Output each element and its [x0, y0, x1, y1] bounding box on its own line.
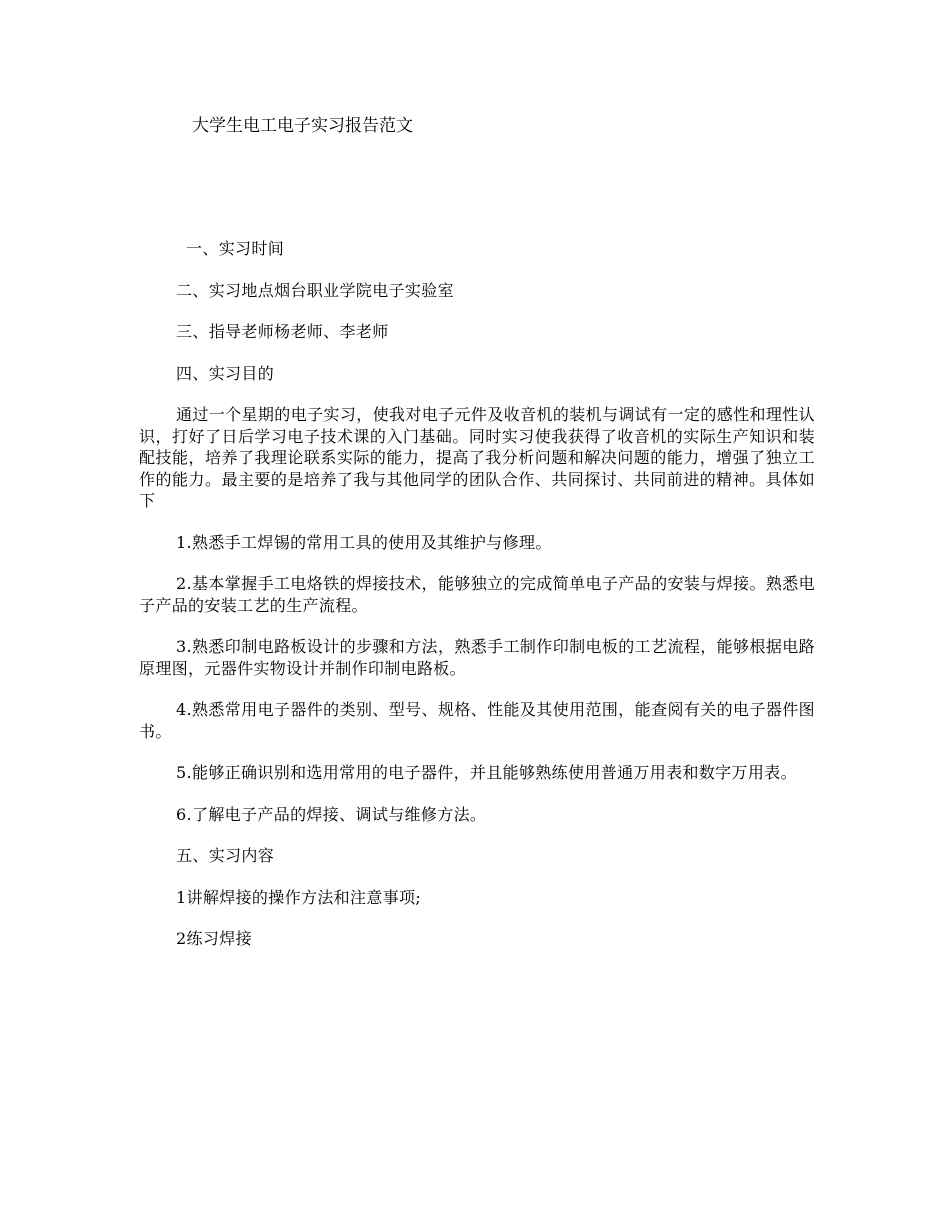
document-title: 大学生电工电子实习报告范文: [192, 116, 413, 136]
document-body: [139, 238, 815, 970]
section-heading-purpose: 四、实习目的: [176, 363, 275, 383]
section-heading-instructors: 三、指导老师杨老师、李老师: [176, 322, 389, 341]
list-item: 6.了解电子产品的焊接、调试与维修方法。: [176, 804, 487, 824]
list-item: 3.熟悉印制电路板设计的步骤和方法，熟悉手工制作印制电板的工艺流程，能够根据电路原理图，元器件实物设计并制作印制电路板。: [139, 637, 815, 678]
list-item: 2.基本掌握手工电烙铁的焊接技术，能够独立的完成简单电子产品的安装与焊接。熟悉电子产品的安装工艺的生产流程。: [139, 574, 815, 615]
section-heading-time: 一、实习时间: [186, 239, 285, 258]
list-item: 1.熟悉手工焊锡的常用工具的使用及其维护与修理。: [176, 532, 552, 552]
list-item: 5.能够正确识别和选用常用的电子器件，并且能够熟练使用普通万用表和数字万用表。: [176, 763, 797, 782]
purpose-paragraph: 通过一个星期的电子实习，使我对电子元件及收音机的装机与调试有一定的感性和理性认识，打好了日后学习电子技术课的入门基础。同时实习使我获得了收音机的实际生产知识和装配技能，培养了我理论联系实际的能力，提高了我分析问题和解决问题的能力，增强了独立工作的能力。最主要的是培养了我与其他同学的团队合作、共同探讨、共同前进的精神。具体如下: [139, 405, 815, 510]
section-heading-location: 二、实习地点烟台职业学院电子实验室: [176, 280, 454, 300]
section-heading-content: 五、实习内容: [176, 846, 275, 865]
content-item: 1讲解焊接的操作方法和注意事项;: [176, 887, 422, 907]
list-item: 4.熟悉常用电子器件的类别、型号、规格、性能及其使用范围，能查阅有关的电子器件图书。: [139, 700, 815, 741]
content-item: 2练习焊接: [176, 929, 252, 948]
